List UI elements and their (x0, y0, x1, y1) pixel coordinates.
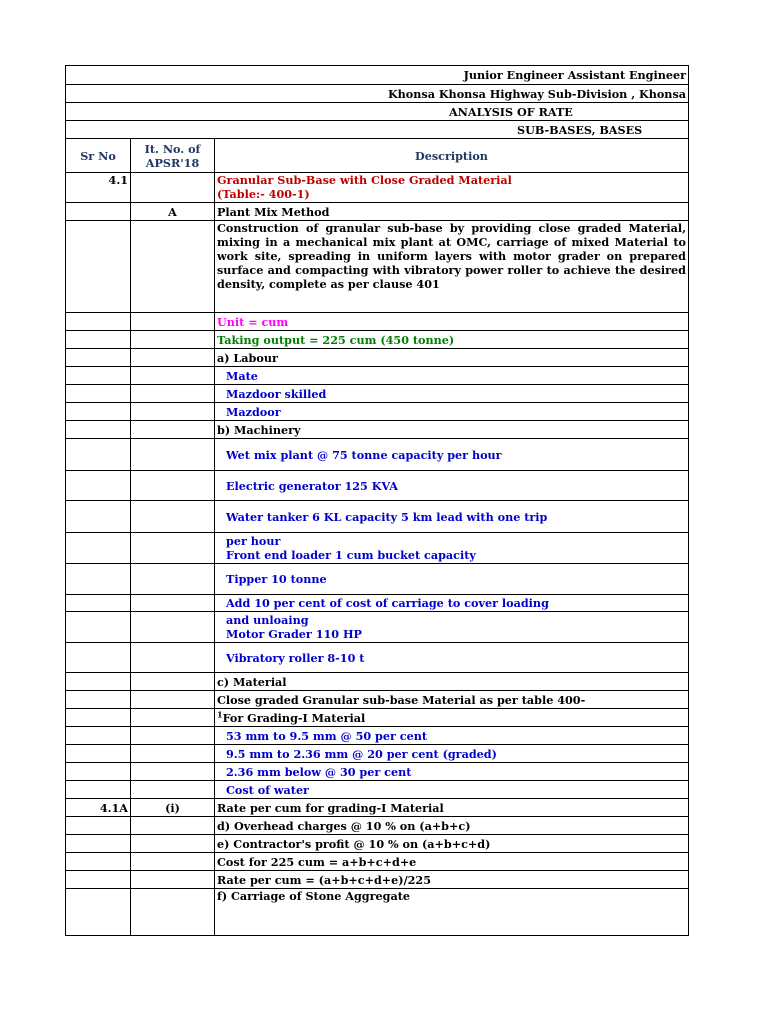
labour-row (66, 385, 689, 403)
empty-cell (66, 533, 131, 564)
machinery-row (66, 439, 689, 471)
col-item-no-line1: It. No. of (144, 141, 201, 156)
rate-label: Rate per cum for grading-I Material (215, 799, 689, 817)
empty-cell (131, 745, 215, 763)
item-title (215, 173, 689, 203)
empty-cell (131, 533, 215, 564)
material-item: 2.36 mm below @ 30 per cent (215, 763, 689, 781)
empty-cell (66, 889, 131, 936)
empty-cell (131, 421, 215, 439)
empty-cell (131, 331, 215, 349)
empty-cell (131, 349, 215, 367)
machinery-tipper: Tipper 10 tonne (215, 564, 689, 595)
labour-row (66, 403, 689, 421)
labour-row (66, 367, 689, 385)
machinery-wet-mix: Wet mix plant @ 75 tonne capacity per hour (215, 439, 689, 471)
machinery-row (66, 643, 689, 673)
empty-cell (131, 691, 215, 709)
labour-heading: a) Labour (215, 349, 689, 367)
method-row (66, 203, 689, 221)
header-engineer: Junior Engineer Assistant Engineer (66, 66, 689, 85)
empty-cell (131, 471, 215, 501)
grading-sup: 1 (217, 708, 223, 719)
empty-cell (66, 835, 131, 853)
unit-row (66, 313, 689, 331)
machinery-water-tanker: Water tanker 6 KL capacity 5 km lead with one trip (215, 501, 689, 533)
col-sr-no: Sr No (66, 139, 131, 173)
material-row (66, 781, 689, 799)
material-row (66, 709, 689, 727)
empty-cell (66, 745, 131, 763)
labour-item: Mazdoor (215, 403, 689, 421)
overhead-row (66, 817, 689, 835)
rate-code: (i) (131, 799, 215, 817)
empty-cell (66, 612, 131, 643)
column-header-row (66, 139, 689, 173)
empty-cell (66, 221, 131, 313)
header-analysis: ANALYSIS OF RATE (66, 103, 689, 121)
material-heading: c) Material (215, 673, 689, 691)
labour-item: Mazdoor skilled (215, 385, 689, 403)
item-row (66, 173, 689, 203)
empty-cell (66, 871, 131, 889)
empty-cell (66, 691, 131, 709)
rate-formula-row (66, 871, 689, 889)
rate-analysis-sheet (65, 65, 688, 936)
empty-cell (66, 203, 131, 221)
material-desc: Close graded Granular sub-base Material as per table 400- (215, 691, 689, 709)
loader-label: Front end loader 1 cum bucket capacity (226, 548, 476, 562)
empty-cell (66, 403, 131, 421)
header-row (66, 85, 689, 103)
machinery-heading: b) Machinery (215, 421, 689, 439)
empty-cell (131, 595, 215, 612)
grading-label: For Grading-I Material (222, 710, 366, 725)
machinery-roller: Vibratory roller 8-10 t (215, 643, 689, 673)
rate-sr: 4.1A (66, 799, 131, 817)
material-row (66, 727, 689, 745)
header-subbases: SUB-BASES, BASES (66, 121, 689, 139)
empty-cell (131, 173, 215, 203)
machinery-carriage: Add 10 per cent of cost of carriage to cover loading (215, 595, 689, 612)
method-label: Plant Mix Method (215, 203, 689, 221)
profit-row (66, 835, 689, 853)
material-row (66, 691, 689, 709)
item-title-line1: Granular Sub-Base with Close Graded Material (217, 173, 512, 187)
empty-cell (131, 889, 215, 936)
empty-cell (131, 221, 215, 313)
machinery-row (66, 533, 689, 564)
machinery-grader (215, 612, 689, 643)
empty-cell (66, 471, 131, 501)
labour-item: Mate (215, 367, 689, 385)
carriage-cont: and unloaing (226, 613, 309, 627)
cost-row (66, 853, 689, 871)
machinery-row (66, 612, 689, 643)
cost-label: Cost for 225 cum = a+b+c+d+e (215, 853, 689, 871)
output-row (66, 331, 689, 349)
profit-label: e) Contractor's profit @ 10 % on (a+b+c+d) (215, 835, 689, 853)
carriage-stone-label: f) Carriage of Stone Aggregate (215, 889, 689, 936)
grader-label: Motor Grader 110 HP (226, 627, 362, 641)
col-item-no (131, 139, 215, 173)
empty-cell (131, 501, 215, 533)
machinery-row (66, 471, 689, 501)
header-row (66, 103, 689, 121)
material-grading (215, 709, 689, 727)
col-description: Description (215, 139, 689, 173)
empty-cell (131, 853, 215, 871)
material-row (66, 763, 689, 781)
material-item: 53 mm to 9.5 mm @ 50 per cent (215, 727, 689, 745)
overhead-label: d) Overhead charges @ 10 % on (a+b+c) (215, 817, 689, 835)
empty-cell (131, 709, 215, 727)
empty-cell (131, 727, 215, 745)
empty-cell (131, 313, 215, 331)
empty-cell (131, 403, 215, 421)
empty-cell (66, 421, 131, 439)
empty-cell (131, 871, 215, 889)
header-row (66, 121, 689, 139)
empty-cell (66, 643, 131, 673)
machinery-generator: Electric generator 125 KVA (215, 471, 689, 501)
header-subdivision: Khonsa Khonsa Highway Sub-Division , Khonsa (66, 85, 689, 103)
empty-cell (131, 763, 215, 781)
empty-cell (66, 385, 131, 403)
output-label: Taking output = 225 cum (450 tonne) (215, 331, 689, 349)
empty-cell (131, 367, 215, 385)
empty-cell (131, 835, 215, 853)
rate-analysis-table (65, 65, 689, 936)
empty-cell (131, 385, 215, 403)
header-row (66, 66, 689, 85)
spec-row (66, 221, 689, 313)
empty-cell (66, 595, 131, 612)
material-heading-row (66, 673, 689, 691)
water-tanker-cont: per hour (226, 534, 281, 548)
empty-cell (66, 349, 131, 367)
empty-cell (66, 501, 131, 533)
empty-cell (66, 763, 131, 781)
empty-cell (66, 439, 131, 471)
col-item-no-line2: APSR'18 (145, 155, 200, 170)
rate-formula: Rate per cum = (a+b+c+d+e)/225 (215, 871, 689, 889)
empty-cell (66, 817, 131, 835)
empty-cell (66, 367, 131, 385)
machinery-heading-row (66, 421, 689, 439)
rate-row (66, 799, 689, 817)
material-item: 9.5 mm to 2.36 mm @ 20 per cent (graded) (215, 745, 689, 763)
empty-cell (66, 673, 131, 691)
empty-cell (131, 673, 215, 691)
material-row (66, 745, 689, 763)
machinery-row (66, 501, 689, 533)
empty-cell (66, 331, 131, 349)
empty-cell (66, 781, 131, 799)
empty-cell (131, 781, 215, 799)
empty-cell (131, 564, 215, 595)
item-title-line2: (Table:- 400-1) (217, 187, 310, 201)
empty-cell (66, 564, 131, 595)
labour-heading-row (66, 349, 689, 367)
empty-cell (66, 853, 131, 871)
empty-cell (66, 313, 131, 331)
unit-label: Unit = cum (215, 313, 689, 331)
machinery-loader (215, 533, 689, 564)
empty-cell (66, 727, 131, 745)
item-sr: 4.1 (66, 173, 131, 203)
empty-cell (131, 612, 215, 643)
empty-cell (131, 817, 215, 835)
empty-cell (66, 709, 131, 727)
machinery-row (66, 564, 689, 595)
machinery-row (66, 595, 689, 612)
material-item: Cost of water (215, 781, 689, 799)
method-code: A (131, 203, 215, 221)
empty-cell (131, 439, 215, 471)
carriage-row (66, 889, 689, 936)
empty-cell (131, 643, 215, 673)
spec-text: Construction of granular sub-base by providing close graded Material, mixing in a mechanical mix plant at OMC, carriage of mixed Material to work site, spreading in uniform layers with motor grader on prepared surface and compacting with vibratory power roller to achieve the desired density, complete as per clause 401 (215, 221, 689, 313)
